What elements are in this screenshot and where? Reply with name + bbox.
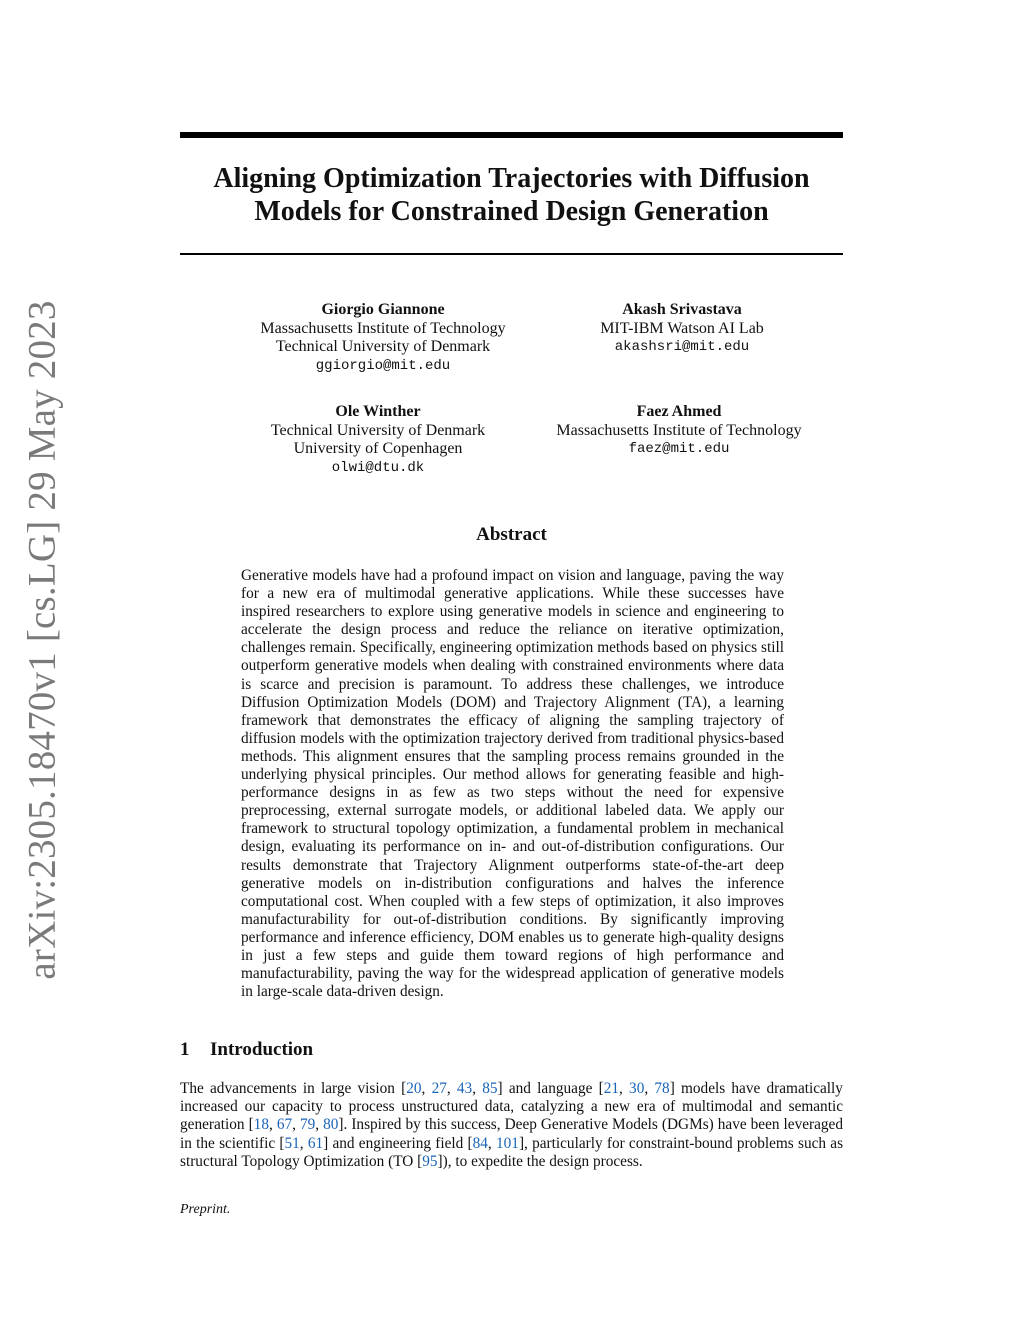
- citation-link[interactable]: 79: [299, 1116, 316, 1134]
- title-line-2: Models for Constrained Design Generation: [254, 196, 769, 227]
- author-block: [218, 301, 548, 375]
- author-name: Akash Srivastava: [622, 301, 742, 318]
- author-affiliation: Massachusetts Institute of Technology: [260, 319, 506, 337]
- citation-link[interactable]: 101: [496, 1134, 519, 1152]
- intro-text: ] and language [: [497, 1080, 604, 1097]
- citation-link[interactable]: 84: [472, 1134, 488, 1152]
- author-name: Giorgio Giannone: [321, 301, 445, 318]
- abstract-text: Generative models have had a profound impact on vision and language, paving the way for a new era of multimodal generative applications. While these successes have inspired researchers to explore using generative models in science and engineering to accelerate the design process and reduce the reliance on iterative optimization, challenges remain. Specifically, engineering optimization methods based on physics still outperform generative models when dealing with constrained environments where data is scarce and precision is paramount. To address these challenges, we introduce Diffusion Optimization Models (DOM) and Trajectory Alignment (TA), a learning framework that demonstrates the efficacy of aligning the sampling trajectory of diffusion models with the optimization trajectory derived from traditional physics-based methods. This alignment ensures that the sampling process remains grounded in the underlying physical principles. Our method allows for generating feasible and high-performance designs in as few as two steps without the need for expensive preprocessing, external surrogate models, or additional labeled data. We apply our framework to structural topology optimization, a fundamental problem in mechanical design, evaluating its performance on in- and out-of-distribution configurations. Our results demonstrate that Trajectory Alignment outperforms state-of-the-art deep generative models on in-distribution configurations and halves the inference computational cost. When coupled with a few steps of optimization, it also improves manufacturability for out-of-distribution conditions. By significantly improving performance and inference efficiency, DOM enables us to generate high-quality designs in just a few steps and guide them toward regions of high performance and manufacturability, paving the way for the widespread application of generative models in large-scale data-driven design.: [241, 567, 784, 1001]
- author-affiliation: Technical University of Denmark: [270, 421, 486, 439]
- author-email[interactable]: ggiorgio@mit.edu: [315, 357, 451, 374]
- intro-text: ]), to expedite the design process.: [437, 1152, 643, 1170]
- author-block: [517, 301, 847, 357]
- citation-link[interactable]: 80: [323, 1116, 339, 1134]
- citation-link[interactable]: 85: [482, 1080, 498, 1097]
- author-block: [213, 403, 543, 477]
- title-bottom-rule: [180, 253, 843, 255]
- citation-link[interactable]: 67: [276, 1116, 293, 1134]
- author-block: [514, 403, 844, 459]
- citation-link[interactable]: 43: [456, 1080, 473, 1097]
- citation-link[interactable]: 95: [422, 1152, 438, 1170]
- citation-link[interactable]: 51: [284, 1134, 300, 1152]
- citation-link[interactable]: 27: [431, 1080, 447, 1097]
- title-line-1: Aligning Optimization Trajectories with Diffusion: [213, 163, 810, 194]
- introduction-paragraph: The advancements in large vision [20, 27, 43, 85] and language [21, 30, 78] models have dramatically increased our capacity to process unstructured data, catalyzing a new era of multimodal and semantic generation [18, 67, 79, 80]. Inspired by this success, Deep Generative Models (DGMs) have been leveraged in the scientific [51, 61] and engineering field [84, 101], particularly for constraint-bound problems such as structural Topology Optimization (TO [95]), to expedite the design process.: [180, 1080, 844, 1170]
- author-affiliation: Technical University of Denmark: [275, 338, 491, 355]
- preprint-footer: Preprint.: [180, 1202, 231, 1217]
- author-email[interactable]: olwi@dtu.dk: [331, 459, 425, 476]
- paper-title: [180, 162, 843, 228]
- section-title: Introduction: [210, 1039, 314, 1060]
- abstract-heading: Abstract: [476, 524, 547, 545]
- intro-text: The advancements in large vision [: [180, 1080, 407, 1097]
- author-name: Faez Ahmed: [636, 403, 722, 420]
- author-name: Ole Winther: [335, 403, 421, 420]
- section-number: 1: [180, 1039, 190, 1060]
- citation-link[interactable]: 20: [406, 1080, 422, 1097]
- author-affiliation: Massachusetts Institute of Technology: [556, 421, 802, 439]
- arxiv-identifier: arXiv:2305.18470v1 [cs.LG] 29 May 2023: [20, 300, 64, 980]
- intro-text: ]. Inspired by this success, Deep Generative Models (DGMs) have been leveraged in the scientific [: [180, 1116, 843, 1152]
- intro-text: ] and engineering field [: [323, 1134, 473, 1152]
- citation-link[interactable]: 61: [307, 1134, 324, 1152]
- section-heading: [180, 1039, 313, 1061]
- citation-link[interactable]: 18: [253, 1116, 269, 1134]
- intro-text: ], particularly for constraint-bound problems such as structural Topology Optimization (TO [: [180, 1134, 844, 1170]
- author-email[interactable]: akashsri@mit.edu: [614, 339, 750, 355]
- intro-text: ] models have dramatically increased our capacity to process unstructured data, catalyzing a new era of multimodal and semantic generation [: [180, 1080, 843, 1134]
- author-affiliation: MIT-IBM Watson AI Lab: [600, 319, 764, 337]
- citation-link[interactable]: 30: [629, 1080, 645, 1097]
- author-email[interactable]: faez@mit.edu: [628, 441, 730, 457]
- citation-link[interactable]: 21: [603, 1080, 619, 1097]
- citation-link[interactable]: 78: [654, 1080, 670, 1097]
- title-top-rule: [180, 132, 843, 138]
- author-affiliation: University of Copenhagen: [293, 440, 463, 457]
